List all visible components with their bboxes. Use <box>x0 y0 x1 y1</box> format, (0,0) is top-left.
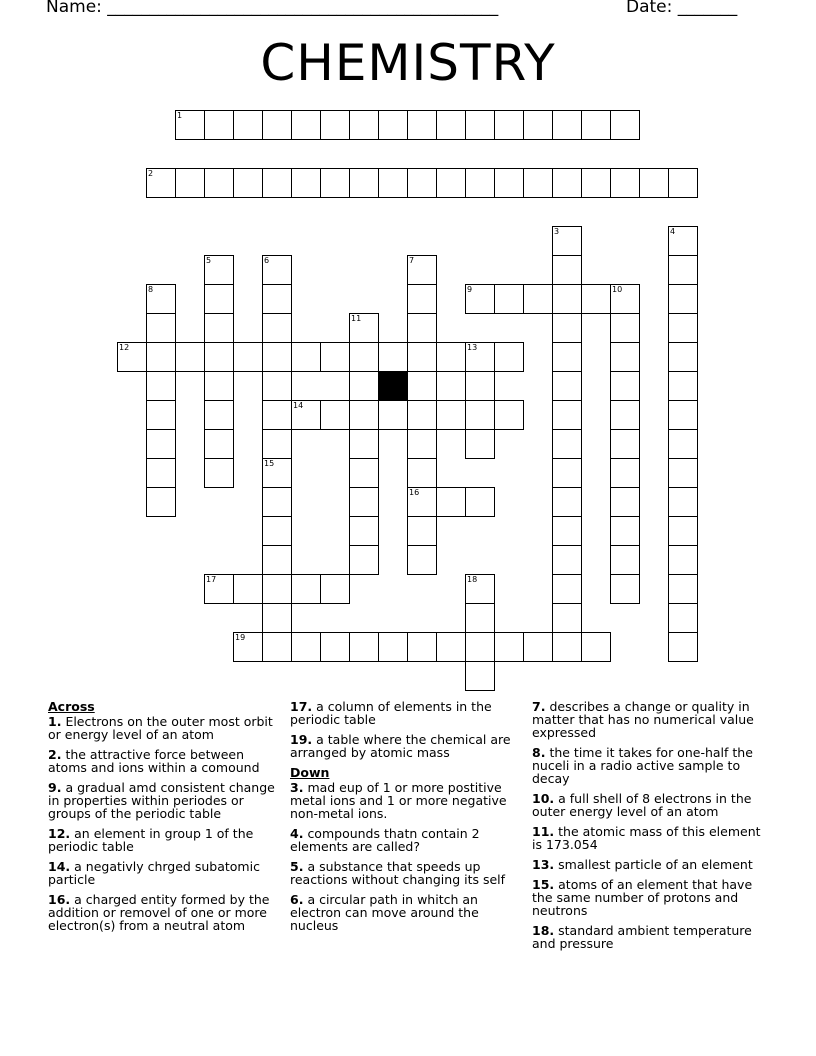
grid-cell[interactable] <box>407 342 437 372</box>
grid-cell[interactable] <box>349 313 379 343</box>
clue-text: mad eup of 1 or more postitive metal ions and 1 or more negative non-metal ions. <box>290 780 507 821</box>
grid-cell[interactable] <box>494 110 524 140</box>
grid-cell[interactable] <box>175 110 205 140</box>
grid-cell[interactable] <box>262 313 292 343</box>
cell-number: 15 <box>264 459 275 468</box>
grid-cell[interactable] <box>349 371 379 401</box>
clue-number: 2. <box>48 747 62 762</box>
clue-number: 8. <box>532 745 546 760</box>
grid-cell[interactable] <box>204 400 234 430</box>
grid-cell[interactable] <box>291 574 321 604</box>
clue-number: 18. <box>532 923 555 938</box>
grid-cell[interactable] <box>436 400 466 430</box>
clue-number: 1. <box>48 714 62 729</box>
clue-number: 3. <box>290 780 304 795</box>
cell-number: 7 <box>409 256 415 265</box>
cell-number: 14 <box>293 401 304 410</box>
clue-item <box>48 860 276 886</box>
grid-cell[interactable] <box>436 632 466 662</box>
clue-item <box>532 746 764 785</box>
clue-item <box>290 827 526 853</box>
grid-cell[interactable] <box>407 255 437 285</box>
grid-cell[interactable] <box>610 371 640 401</box>
grid-cell[interactable] <box>465 429 495 459</box>
cell-number: 11 <box>351 314 362 323</box>
grid-cell[interactable] <box>407 168 437 198</box>
grid-cell[interactable] <box>668 284 698 314</box>
grid-cell[interactable] <box>581 284 611 314</box>
clue-item <box>532 858 764 871</box>
grid-cell[interactable] <box>146 400 176 430</box>
grid-cell[interactable] <box>349 429 379 459</box>
grid-cell[interactable] <box>668 632 698 662</box>
grid-cell[interactable] <box>349 487 379 517</box>
date-field[interactable]: Date: _______ <box>626 0 738 17</box>
grid-cell[interactable] <box>552 458 582 488</box>
clue-item <box>48 781 276 820</box>
clue-item <box>48 827 276 853</box>
grid-cell[interactable] <box>639 168 669 198</box>
grid-cell[interactable] <box>204 313 234 343</box>
grid-cell[interactable] <box>668 168 698 198</box>
clue-item <box>532 825 764 851</box>
cell-number: 6 <box>264 256 270 265</box>
grid-cell[interactable] <box>407 487 437 517</box>
grid-cell[interactable] <box>349 458 379 488</box>
grid-cell[interactable] <box>610 574 640 604</box>
grid-cell[interactable] <box>204 168 234 198</box>
clue-text: a gradual amd consistent change in properties within periodes or groups of the periodic table <box>48 780 275 821</box>
grid-cell[interactable] <box>291 110 321 140</box>
grid-cell[interactable] <box>552 574 582 604</box>
grid-cell[interactable] <box>146 284 176 314</box>
grid-cell[interactable] <box>552 342 582 372</box>
clue-number: 14. <box>48 859 71 874</box>
clue-column-2 <box>290 700 526 939</box>
grid-cell[interactable] <box>465 574 495 604</box>
clue-text: the atomic mass of this element is 173.054 <box>532 824 761 852</box>
grid-cell[interactable] <box>523 110 553 140</box>
grid-cell[interactable] <box>465 603 495 633</box>
cell-number: 9 <box>467 285 473 294</box>
grid-cell[interactable] <box>552 429 582 459</box>
grid-cell[interactable] <box>320 574 350 604</box>
grid-cell[interactable] <box>233 342 263 372</box>
clue-item <box>290 860 526 886</box>
grid-cell[interactable] <box>349 632 379 662</box>
across-heading: Across <box>48 699 95 714</box>
cell-number: 19 <box>235 633 246 642</box>
grid-cell[interactable] <box>407 632 437 662</box>
cell-number: 12 <box>119 343 130 352</box>
down-heading: Down <box>290 765 330 780</box>
grid-cell[interactable] <box>233 110 263 140</box>
grid-cell[interactable] <box>494 400 524 430</box>
grid-cell[interactable] <box>407 545 437 575</box>
clue-number: 15. <box>532 877 555 892</box>
clue-column-3 <box>532 700 764 957</box>
grid-cell[interactable] <box>523 632 553 662</box>
grid-cell[interactable] <box>320 110 350 140</box>
grid-cell[interactable] <box>262 342 292 372</box>
grid-cell[interactable] <box>349 516 379 546</box>
grid-cell[interactable] <box>668 458 698 488</box>
grid-cell[interactable] <box>668 400 698 430</box>
grid-cell[interactable] <box>552 545 582 575</box>
grid-cell[interactable] <box>146 342 176 372</box>
grid-cell[interactable] <box>349 110 379 140</box>
grid-cell[interactable] <box>262 487 292 517</box>
cell-number: 17 <box>206 575 217 584</box>
clue-number: 7. <box>532 699 546 714</box>
cell-number: 5 <box>206 256 212 265</box>
grid-cell[interactable] <box>610 545 640 575</box>
grid-cell[interactable] <box>320 168 350 198</box>
grid-cell[interactable] <box>494 284 524 314</box>
grid-cell[interactable] <box>668 574 698 604</box>
cell-number: 16 <box>409 488 420 497</box>
grid-cell[interactable] <box>610 516 640 546</box>
clue-item <box>48 715 276 741</box>
clue-item <box>532 792 764 818</box>
grid-cell[interactable] <box>349 545 379 575</box>
grid-cell[interactable] <box>407 110 437 140</box>
grid-cell[interactable] <box>407 400 437 430</box>
grid-cell[interactable] <box>262 110 292 140</box>
grid-cell[interactable] <box>262 429 292 459</box>
grid-cell[interactable] <box>552 371 582 401</box>
clue-item <box>290 733 526 759</box>
grid-cell[interactable] <box>349 400 379 430</box>
grid-cell[interactable] <box>378 342 408 372</box>
grid-cell[interactable] <box>262 284 292 314</box>
clue-number: 10. <box>532 791 555 806</box>
grid-cell[interactable] <box>610 458 640 488</box>
grid-cell[interactable] <box>552 168 582 198</box>
grid-cell[interactable] <box>552 313 582 343</box>
clue-text: describes a change or quality in matter that has no numerical value expressed <box>532 699 754 740</box>
grid-cell[interactable] <box>610 487 640 517</box>
grid-cell[interactable] <box>146 313 176 343</box>
grid-cell[interactable] <box>320 342 350 372</box>
grid-cell[interactable] <box>465 632 495 662</box>
page-title: CHEMISTRY <box>260 34 556 92</box>
clue-number: 6. <box>290 892 304 907</box>
grid-cell[interactable] <box>407 429 437 459</box>
clue-text: compounds thatn contain 2 elements are called? <box>290 826 480 854</box>
clue-item <box>48 748 276 774</box>
grid-cell[interactable] <box>204 458 234 488</box>
grid-cell[interactable] <box>436 342 466 372</box>
grid-cell[interactable] <box>436 168 466 198</box>
grid-cell[interactable] <box>552 284 582 314</box>
grid-cell[interactable] <box>407 284 437 314</box>
grid-cell[interactable] <box>320 632 350 662</box>
grid-cell[interactable] <box>668 487 698 517</box>
grid-cell[interactable] <box>581 632 611 662</box>
grid-cell[interactable] <box>465 284 495 314</box>
clue-item <box>290 893 526 932</box>
grid-cell[interactable] <box>668 255 698 285</box>
grid-cell[interactable] <box>465 342 495 372</box>
grid-cell[interactable] <box>668 516 698 546</box>
cell-number: 18 <box>467 575 478 584</box>
cell-number: 3 <box>554 227 560 236</box>
grid-cell[interactable] <box>494 342 524 372</box>
clue-item <box>48 893 276 932</box>
grid-cell[interactable] <box>233 574 263 604</box>
grid-cell[interactable] <box>465 371 495 401</box>
grid-cell[interactable] <box>146 487 176 517</box>
clue-item <box>290 781 526 820</box>
grid-cell[interactable] <box>436 110 466 140</box>
grid-cell[interactable] <box>204 429 234 459</box>
clue-text: a column of elements in the periodic table <box>290 699 492 727</box>
grid-cell[interactable] <box>668 342 698 372</box>
grid-cell[interactable] <box>552 226 582 256</box>
clue-number: 19. <box>290 732 313 747</box>
grid-cell[interactable] <box>407 313 437 343</box>
grid-cell[interactable] <box>552 516 582 546</box>
clue-item <box>532 700 764 739</box>
grid-cell[interactable] <box>262 516 292 546</box>
grid-cell[interactable] <box>523 284 553 314</box>
grid-cell[interactable] <box>552 110 582 140</box>
grid-cell[interactable] <box>146 429 176 459</box>
grid-cell[interactable] <box>378 110 408 140</box>
clue-text: atoms of an element that have the same number of protons and neutrons <box>532 877 753 918</box>
clue-text: a charged entity formed by the addition or removel of one or more electron(s) from a neutral atom <box>48 892 270 933</box>
grid-cell[interactable] <box>610 429 640 459</box>
cell-number: 1 <box>177 111 183 120</box>
grid-cell[interactable] <box>262 632 292 662</box>
grid-cell[interactable] <box>668 313 698 343</box>
clue-item <box>532 924 764 950</box>
grid-cell[interactable] <box>407 458 437 488</box>
clue-number: 12. <box>48 826 71 841</box>
clue-text: a full shell of 8 electrons in the outer energy level of an atom <box>532 791 752 819</box>
grid-cell[interactable] <box>262 400 292 430</box>
cell-number: 8 <box>148 285 154 294</box>
clue-text: a circular path in whitch an electron can move around the nucleus <box>290 892 479 933</box>
cell-number: 13 <box>467 343 478 352</box>
grid-cell[interactable] <box>668 429 698 459</box>
grid-cell[interactable] <box>436 487 466 517</box>
grid-cell[interactable] <box>465 661 495 691</box>
grid-cell[interactable] <box>291 632 321 662</box>
clue-text: standard ambient temperature and pressure <box>532 923 752 951</box>
grid-cell[interactable] <box>465 487 495 517</box>
grid-cell[interactable] <box>262 458 292 488</box>
grid-cell[interactable] <box>494 632 524 662</box>
grid-cell[interactable] <box>349 168 379 198</box>
clue-text: a negativly chrged subatomic particle <box>48 859 260 887</box>
grid-cell[interactable] <box>378 400 408 430</box>
grid-cell[interactable] <box>523 168 553 198</box>
grid-cell[interactable] <box>407 371 437 401</box>
grid-cell[interactable] <box>146 371 176 401</box>
cell-number: 2 <box>148 169 154 178</box>
grid-cell[interactable] <box>552 632 582 662</box>
clue-text: a table where the chemical are arranged by atomic mass <box>290 732 511 760</box>
grid-cell[interactable] <box>668 371 698 401</box>
grid-cell[interactable] <box>494 168 524 198</box>
clue-number: 13. <box>532 857 555 872</box>
name-field[interactable]: Name: ______________________________________________ <box>46 0 499 17</box>
clue-number: 4. <box>290 826 304 841</box>
grid-cell[interactable] <box>349 342 379 372</box>
clue-number: 17. <box>290 699 313 714</box>
grid-cell[interactable] <box>610 400 640 430</box>
grid-cell[interactable] <box>465 110 495 140</box>
grid-cell[interactable] <box>262 255 292 285</box>
grid-cell[interactable] <box>610 110 640 140</box>
clue-number: 5. <box>290 859 304 874</box>
grid-cell[interactable] <box>204 110 234 140</box>
grid-cell[interactable] <box>581 110 611 140</box>
grid-cell[interactable] <box>668 545 698 575</box>
grid-cell[interactable] <box>291 400 321 430</box>
grid-cell[interactable] <box>610 284 640 314</box>
grid-cell[interactable] <box>552 255 582 285</box>
grid-cell[interactable] <box>552 400 582 430</box>
grid-cell[interactable] <box>465 400 495 430</box>
grid-cell[interactable] <box>320 400 350 430</box>
grid-cell[interactable] <box>291 342 321 372</box>
grid-cell[interactable] <box>204 371 234 401</box>
clue-text: an element in group 1 of the periodic table <box>48 826 254 854</box>
grid-cell[interactable] <box>204 574 234 604</box>
grid-cell[interactable] <box>610 313 640 343</box>
grid-cell[interactable] <box>262 371 292 401</box>
grid-cell[interactable] <box>262 574 292 604</box>
grid-cell[interactable] <box>175 342 205 372</box>
clue-item <box>290 700 526 726</box>
grid-cell[interactable] <box>204 255 234 285</box>
grid-cell[interactable] <box>204 342 234 372</box>
clue-text: the attractive force between atoms and ions within a comound <box>48 747 260 775</box>
grid-cell[interactable] <box>552 487 582 517</box>
cell-number: 10 <box>612 285 623 294</box>
clue-text: the time it takes for one-half the nuceli in a radio active sample to decay <box>532 745 753 786</box>
clue-text: a substance that speeds up reactions without changing its self <box>290 859 506 887</box>
grid-cell[interactable] <box>668 226 698 256</box>
grid-cell[interactable] <box>610 342 640 372</box>
grid-cell[interactable] <box>262 603 292 633</box>
clue-column-1 <box>48 700 276 939</box>
grid-cell[interactable] <box>581 168 611 198</box>
grid-cell[interactable] <box>552 603 582 633</box>
grid-cell[interactable] <box>378 168 408 198</box>
clue-number: 11. <box>532 824 555 839</box>
grid-cell[interactable] <box>407 516 437 546</box>
grid-cell[interactable] <box>291 168 321 198</box>
clue-number: 16. <box>48 892 71 907</box>
grid-cell[interactable] <box>262 168 292 198</box>
grid-cell[interactable] <box>146 168 176 198</box>
black-cell <box>378 371 408 401</box>
grid-cell[interactable] <box>117 342 147 372</box>
grid-cell[interactable] <box>262 545 292 575</box>
grid-cell[interactable] <box>175 168 205 198</box>
clue-number: 9. <box>48 780 62 795</box>
grid-cell[interactable] <box>204 284 234 314</box>
grid-cell[interactable] <box>233 168 263 198</box>
grid-cell[interactable] <box>378 632 408 662</box>
grid-cell[interactable] <box>465 168 495 198</box>
grid-cell[interactable] <box>610 168 640 198</box>
clue-item <box>532 878 764 917</box>
clue-text: smallest particle of an element <box>558 857 753 872</box>
grid-cell[interactable] <box>233 632 263 662</box>
cell-number: 4 <box>670 227 676 236</box>
clue-text: Electrons on the outer most orbit or energy level of an atom <box>48 714 273 742</box>
grid-cell[interactable] <box>668 603 698 633</box>
grid-cell[interactable] <box>146 458 176 488</box>
